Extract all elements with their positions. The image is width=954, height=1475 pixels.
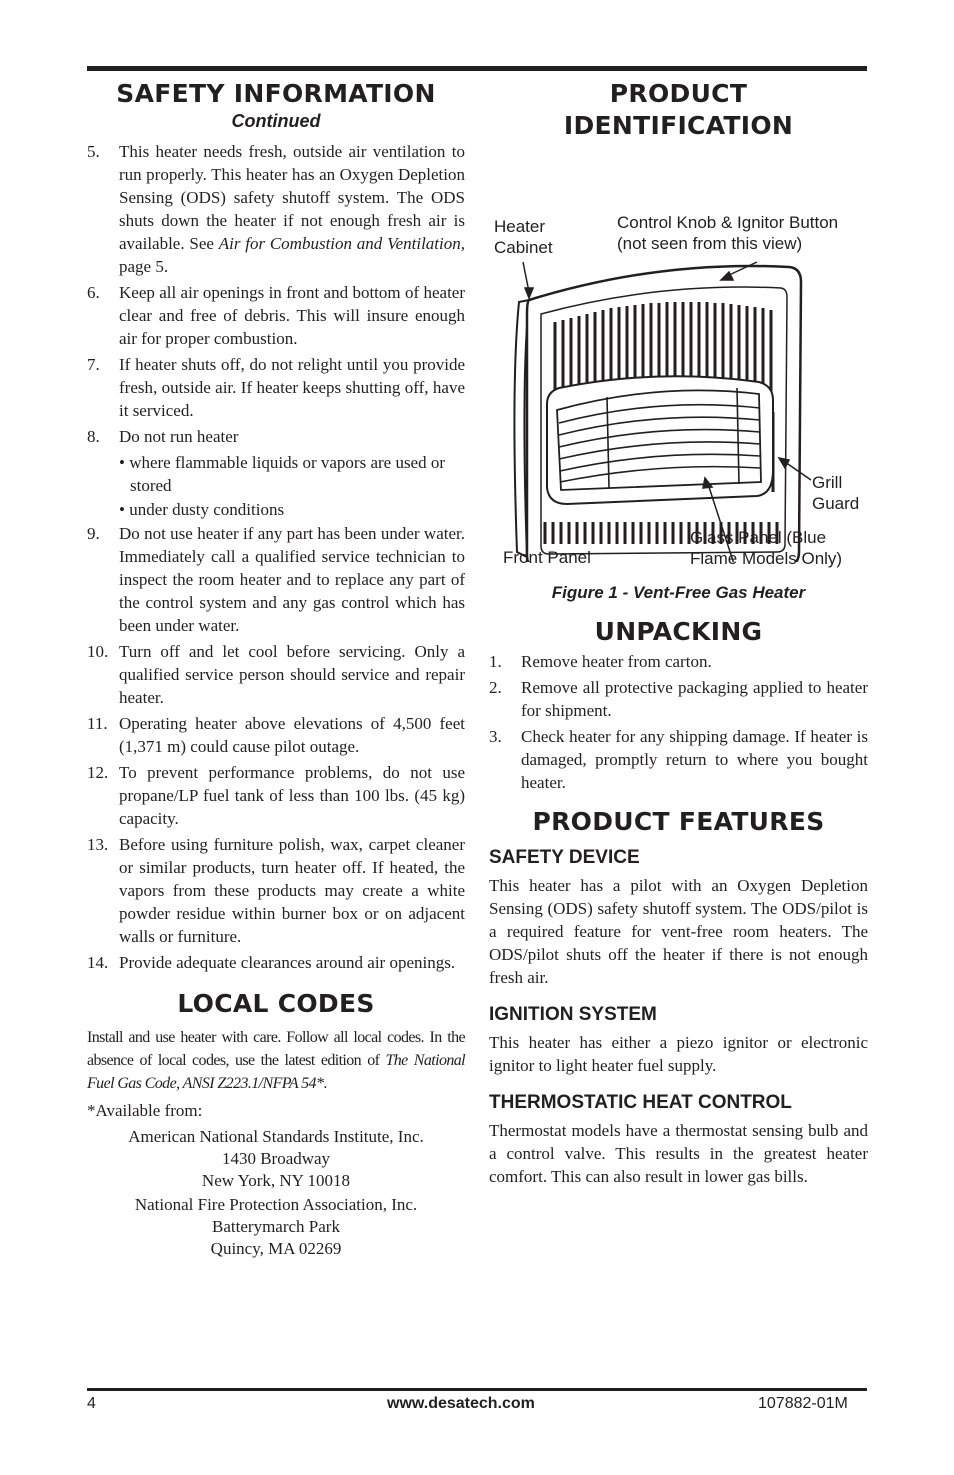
- local-codes-text: Install and use heater with care. Follow all local codes. In the absence of local codes, use the latest edition of The National Fuel Gas Code, ANSI Z223.1/NFPA 54*.: [87, 1029, 465, 1092]
- unpacking-list: [489, 650, 868, 794]
- safety-device-text: This heater has a pilot with an Oxygen Depletion Sensing (ODS) safety shutoff system. The ODS/pilot is a required feature for vent-free room heaters. The ODS/pilot shuts off the heater if there is not enough fresh air.: [489, 876, 868, 987]
- list-item: [87, 761, 465, 830]
- heater-figure: [489, 142, 868, 562]
- item-text: Do not use heater if any part has been under water. Immediately call a qualified service technician to inspect the room heater and to replace any part of the control system and any gas control which has been under water.: [119, 524, 465, 635]
- item-text: Before using furniture polish, wax, carpet cleaner or similar products, turn heater off. If heated, the vapors from these products may create a white powder residue within burner box or on adjacent walls or furniture.: [119, 835, 465, 946]
- ignition-system-text: This heater has either a piezo ignitor or electronic ignitor to light heater fuel supply.: [489, 1033, 868, 1075]
- document-number: 107882-01M: [758, 1395, 848, 1412]
- address-ansi: [87, 1126, 465, 1192]
- safety-list-continued: [87, 522, 465, 974]
- website-link[interactable]: www.desatech.com: [387, 1395, 535, 1412]
- address-line: National Fire Protection Association, Inc.: [134, 1195, 418, 1214]
- list-item: [489, 725, 868, 794]
- page-number: 4: [87, 1395, 96, 1412]
- list-item: [87, 833, 465, 948]
- item-text: Turn off and let cool before servicing. Only a qualified service person should service and repair heater.: [119, 642, 465, 707]
- top-rule: [87, 66, 867, 71]
- item-number: 5.: [87, 142, 100, 161]
- list-item: [489, 676, 868, 722]
- list-item: [87, 712, 465, 758]
- front-panel-label: Front Panel: [503, 548, 591, 567]
- figure-caption: Figure 1 - Vent-Free Gas Heater: [551, 583, 806, 602]
- ignition-system-heading: IGNITION SYSTEM: [489, 1004, 657, 1025]
- list-item: [87, 640, 465, 709]
- item-text: Check heater for any shipping damage. If heater is damaged, promptly return to where you bought heater.: [521, 727, 868, 792]
- bullet-item: • where flammable liquids or vapors are used or stored: [119, 453, 446, 495]
- address-line: American National Standards Institute, Inc.: [128, 1127, 424, 1146]
- address-line: 1430 Broadway: [221, 1149, 331, 1168]
- item-number: 12.: [87, 763, 109, 782]
- right-column: [489, 78, 868, 1188]
- item-number: 1.: [489, 652, 502, 671]
- item-text: Keep all air openings in front and bottom of heater clear and free of debris. This will insure enough air for proper combustion.: [119, 283, 465, 348]
- item-number: 11.: [87, 714, 108, 733]
- product-features-title: PRODUCT FEATURES: [532, 807, 825, 836]
- list-item: [87, 425, 465, 448]
- list-item: [87, 353, 465, 422]
- item-number: 2.: [489, 678, 502, 697]
- bullet-item: • under dusty conditions: [119, 500, 285, 519]
- item-text: Remove all protective packaging applied to heater for shipment.: [521, 678, 868, 720]
- item-text: If heater shuts off, do not relight until you provide fresh, outside air. If heater keeps shutting off, have it serviced.: [119, 355, 465, 420]
- continued-subtitle: Continued: [231, 111, 321, 131]
- item-text: Remove heater from carton.: [521, 652, 712, 671]
- item-number: 9.: [87, 524, 100, 543]
- left-column: [87, 78, 465, 1260]
- bottom-rule: [87, 1388, 867, 1391]
- list-item: [87, 522, 465, 637]
- item-text: Operating heater above elevations of 4,500 feet (1,371 m) could cause pilot outage.: [119, 714, 465, 756]
- thermostatic-control-heading: THERMOSTATIC HEAT CONTROL: [489, 1092, 792, 1113]
- list-item: [87, 281, 465, 350]
- address-line: New York, NY 10018: [201, 1171, 351, 1190]
- item-number: 14.: [87, 953, 109, 972]
- item-text: To prevent performance problems, do not use propane/LP fuel tank of less than 100 lbs. (45 kg) capacity.: [119, 763, 465, 828]
- safety-information-title: SAFETY INFORMATION: [116, 79, 436, 108]
- item-text: Provide adequate clearances around air openings.: [119, 953, 456, 972]
- thermostatic-control-text: Thermostat models have a thermostat sensing bulb and a control valve. This results in the greatest heater comfort. This can also result in lower gas bills.: [489, 1121, 868, 1186]
- item-number: 8.: [87, 427, 100, 446]
- local-codes-title: LOCAL CODES: [177, 989, 375, 1018]
- item-number: 7.: [87, 355, 100, 374]
- list-item: [489, 650, 868, 673]
- glass-panel-label: Glass Panel (Blue Flame Models Only): [690, 528, 843, 568]
- item-text: This heater needs fresh, outside air ventilation to run properly. This heater has an Oxygen Depletion Sensing (ODS) safety shutoff system. The ODS shuts down the heater if not enough fresh air is available. See Air for Combustion and Ventilation, page 5.: [119, 142, 465, 276]
- safety-device-heading: SAFETY DEVICE: [489, 847, 640, 868]
- address-line: Batterymarch Park: [212, 1217, 340, 1236]
- list-item: [87, 140, 465, 278]
- product-identification-title: PRODUCT IDENTIFICATION: [563, 79, 794, 140]
- control-knob-label: Control Knob & Ignitor Button (not seen from this view): [617, 213, 839, 253]
- heater-cabinet-label: Heater Cabinet: [494, 217, 553, 257]
- unpacking-title: UNPACKING: [594, 617, 763, 646]
- address-line: Quincy, MA 02269: [210, 1239, 342, 1258]
- address-nfpa: [87, 1194, 465, 1260]
- item-number: 13.: [87, 835, 109, 854]
- safety-list: [87, 140, 465, 448]
- list-item: [87, 951, 465, 974]
- item-number: 10.: [87, 642, 109, 661]
- item-number: 6.: [87, 283, 100, 302]
- item-text: Do not run heater: [119, 427, 239, 446]
- grill-guard-label: Grill Guard: [812, 473, 860, 513]
- item-number: 3.: [489, 727, 502, 746]
- available-from: *Available from:: [87, 1101, 203, 1120]
